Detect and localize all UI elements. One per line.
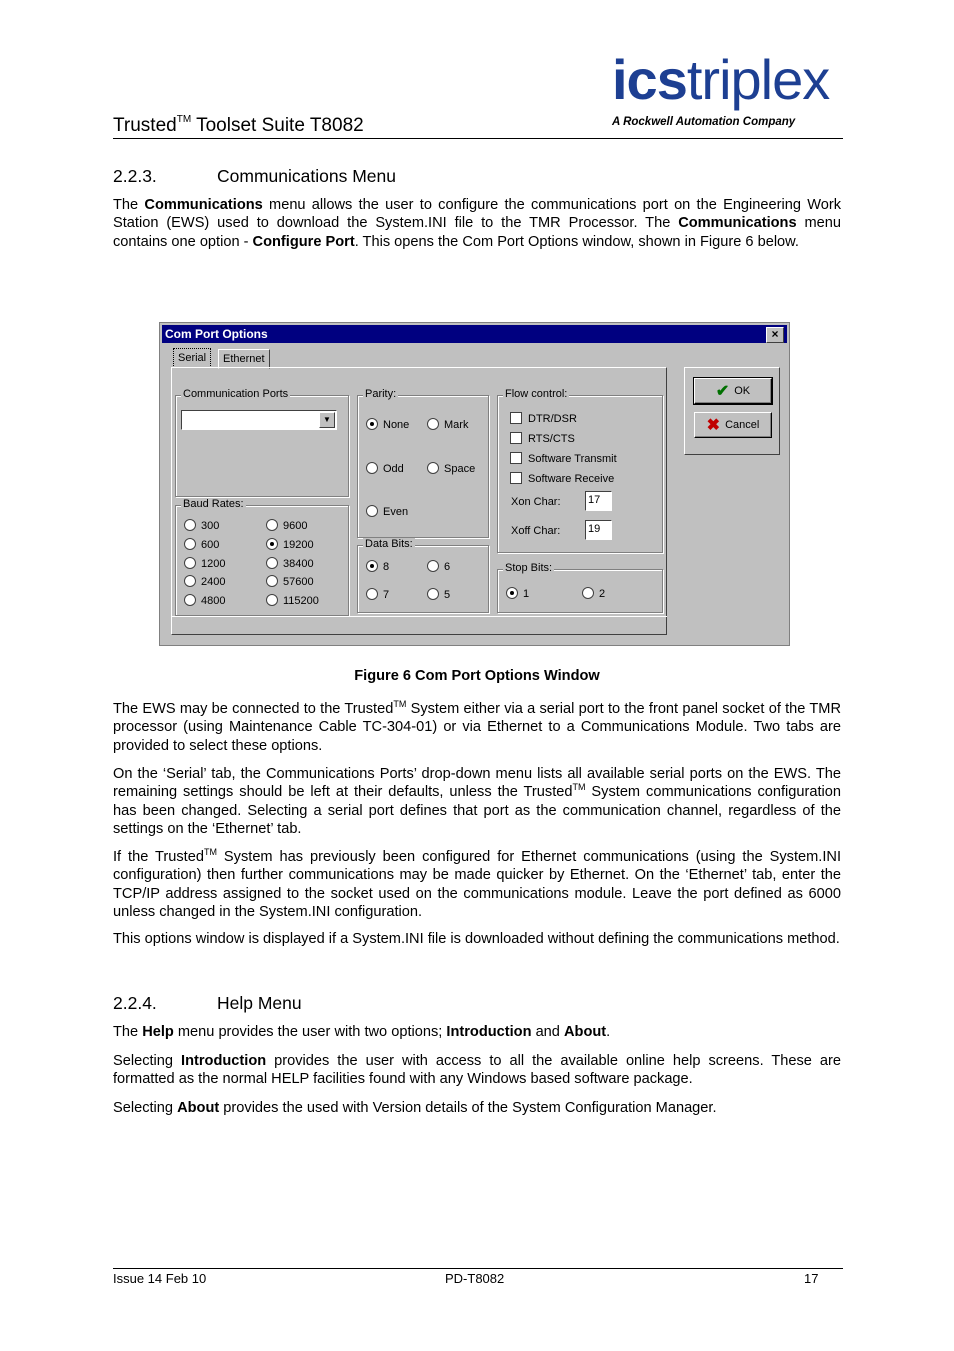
chevron-down-icon[interactable]: ▼ xyxy=(319,412,335,428)
baud-radio-9600[interactable]: 9600 xyxy=(266,519,307,533)
databits-radio-5[interactable]: 5 xyxy=(427,588,450,602)
paragraph-help-introduction: Selecting Introduction provides the user with access to all the available online help screens. These are formatted as the normal HELP facilities found with any Windows based software package. xyxy=(113,1053,841,1088)
databits-radio-7[interactable]: 7 xyxy=(366,588,389,602)
ok-button[interactable]: ✔ OK xyxy=(694,378,772,404)
close-icon[interactable]: × xyxy=(766,327,784,343)
radio-icon xyxy=(427,418,439,430)
data-bits-label: Data Bits: xyxy=(365,538,413,550)
baud-radio-19200[interactable]: 19200 xyxy=(266,538,314,552)
logo-ics-text: ics xyxy=(612,48,687,111)
section-title: Communications Menu xyxy=(217,166,396,186)
communication-ports-label: Communication Ports xyxy=(183,388,289,400)
radio-icon xyxy=(427,560,439,572)
parity-radio-even[interactable]: Even xyxy=(366,505,408,519)
baud-rates-label: Baud Rates: xyxy=(183,498,244,510)
xon-char-input[interactable]: 17 xyxy=(585,491,612,511)
radio-icon xyxy=(266,519,278,531)
radio-icon xyxy=(184,538,196,550)
stopbits-radio-2[interactable]: 2 xyxy=(582,587,605,601)
footer-doc-number: PD-T8082 xyxy=(445,1271,505,1286)
flow-check-rts-cts[interactable]: RTS/CTS xyxy=(510,432,575,446)
flow-check-software-transmit[interactable]: Software Transmit xyxy=(510,452,617,466)
communication-ports-dropdown[interactable] xyxy=(181,410,337,430)
databits-radio-8[interactable]: 8 xyxy=(366,560,389,574)
checkbox-icon xyxy=(510,412,522,424)
baud-radio-300[interactable]: 300 xyxy=(184,519,219,533)
radio-icon xyxy=(184,557,196,569)
parity-radio-none[interactable]: None xyxy=(366,418,409,432)
radio-selected-icon xyxy=(366,418,378,430)
xoff-char-label: Xoff Char: xyxy=(511,525,561,537)
radio-selected-icon xyxy=(506,587,518,599)
data-bits-group xyxy=(357,538,489,613)
radio-icon xyxy=(427,588,439,600)
section-title: Help Menu xyxy=(217,993,302,1013)
radio-selected-icon xyxy=(266,538,278,550)
radio-selected-icon xyxy=(366,560,378,572)
com-port-options-dialog xyxy=(159,322,790,646)
tab-ethernet[interactable]: Ethernet xyxy=(218,349,270,369)
baud-radio-38400[interactable]: 38400 xyxy=(266,557,314,571)
dialog-title-bar xyxy=(162,325,787,343)
footer-divider xyxy=(113,1268,843,1269)
flow-check-dtr-dsr[interactable]: DTR/DSR xyxy=(510,412,577,426)
checkbox-icon xyxy=(510,472,522,484)
footer-page-number: 17 xyxy=(804,1271,819,1286)
header-divider xyxy=(113,138,843,139)
figure-caption: Figure 6 Com Port Options Window xyxy=(354,668,600,684)
header-title-suffix: Toolset Suite T8082 xyxy=(191,115,364,136)
paragraph-options-window: This options window is displayed if a System.INI file is downloaded without defining the communications method. xyxy=(113,931,840,947)
section-number: 2.2.4. xyxy=(113,993,157,1013)
databits-radio-6[interactable]: 6 xyxy=(427,560,450,574)
radio-icon xyxy=(582,587,594,599)
radio-icon xyxy=(266,594,278,606)
paragraph-help-about: Selecting About provides the used with Version details of the System Configuration Manager. xyxy=(113,1100,717,1116)
paragraph-serial-tab: On the ‘Serial’ tab, the Communications Ports’ drop-down menu lists all available serial ports on the EWS. The remaining settings should be left at their defaults, unless the Trusted™ System communications configuration has been changed. Selecting a serial port defines that port as the communication channel, regardless of the settings on the ‘Ethernet’ tab. xyxy=(113,766,842,838)
stopbits-radio-1[interactable]: 1 xyxy=(506,587,529,601)
trademark-mark: TM xyxy=(176,114,192,125)
checkmark-icon: ✔ xyxy=(715,383,730,400)
panel-divider xyxy=(171,616,667,617)
footer-issue: Issue 14 Feb 10 xyxy=(113,1271,207,1286)
parity-radio-odd[interactable]: Odd xyxy=(366,462,404,476)
stop-bits-label: Stop Bits: xyxy=(505,562,553,574)
logo-subtitle: A Rockwell Automation Company xyxy=(612,116,796,128)
parity-radio-space[interactable]: Space xyxy=(427,462,475,476)
paragraph-communications-intro: The Communications menu allows the user to configure the communications port on the Engineering Work Station (EWS) used to download the System.INI file to the TMR Processor. The Communications menu contains one option - Configure Port. This opens the Com Port Options window, shown in Figure 6 below. xyxy=(113,197,842,250)
baud-radio-4800[interactable]: 4800 xyxy=(184,594,225,608)
section-heading-communications xyxy=(113,166,396,187)
radio-icon xyxy=(266,575,278,587)
paragraph-help-intro: The Help menu provides the user with two options; Introduction and About. xyxy=(113,1024,611,1040)
flow-control-label: Flow control: xyxy=(505,388,568,400)
radio-icon xyxy=(184,594,196,606)
ics-triplex-logo xyxy=(612,48,844,132)
cross-icon: ✖ xyxy=(706,417,721,434)
checkbox-icon xyxy=(510,432,522,444)
parity-radio-mark[interactable]: Mark xyxy=(427,418,468,432)
baud-radio-600[interactable]: 600 xyxy=(184,538,219,552)
radio-icon xyxy=(266,557,278,569)
parity-label: Parity: xyxy=(365,388,397,400)
radio-icon xyxy=(366,462,378,474)
baud-radio-57600[interactable]: 57600 xyxy=(266,575,314,589)
logo-triplex-text: triplex xyxy=(686,48,830,111)
checkbox-icon xyxy=(510,452,522,464)
xoff-char-input[interactable]: 19 xyxy=(585,520,612,540)
radio-icon xyxy=(366,505,378,517)
dialog-title: Com Port Options xyxy=(165,327,268,341)
xon-char-label: Xon Char: xyxy=(511,496,561,508)
radio-icon xyxy=(366,588,378,600)
baud-radio-2400[interactable]: 2400 xyxy=(184,575,225,589)
radio-icon xyxy=(184,575,196,587)
paragraph-ethernet-tab: If the Trusted™ System has previously been configured for Ethernet communications (using the System.INI configuration) then further communications may be made quicker by Ethernet. On the ‘Ethernet’ tab, enter the TCP/IP address assigned to the socket used on the communications module. Leave the port defined as 6000 unless changed in the System.INI configuration. xyxy=(113,847,841,921)
paragraph-ews-connection: The EWS may be connected to the Trusted™ System either via a serial port to the front panel socket of the TMR processor (using Maintenance Cable TC-304-01) or via Ethernet to a Communications Module. Two tabs are provided to select these options. xyxy=(113,699,841,754)
section-number: 2.2.3. xyxy=(113,166,157,186)
baud-radio-1200[interactable]: 1200 xyxy=(184,557,225,571)
section-heading-help xyxy=(113,993,302,1014)
cancel-button[interactable]: ✖ Cancel xyxy=(694,412,772,438)
flow-check-software-receive[interactable]: Software Receive xyxy=(510,472,614,486)
header-title-text: Trusted xyxy=(113,115,177,136)
tab-serial[interactable]: Serial xyxy=(173,348,211,368)
document-header-title xyxy=(113,114,364,137)
baud-radio-115200[interactable]: 115200 xyxy=(266,594,319,608)
radio-icon xyxy=(427,462,439,474)
radio-icon xyxy=(184,519,196,531)
